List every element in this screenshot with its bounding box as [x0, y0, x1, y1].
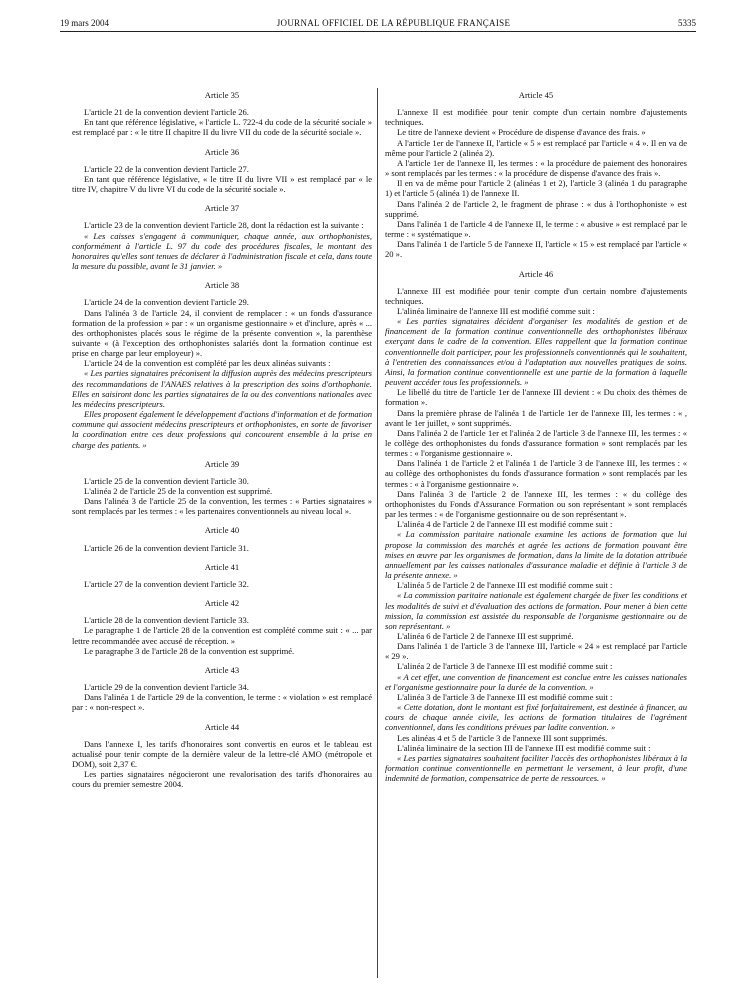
page-number: 5335 — [678, 18, 696, 28]
paragraph: L'article 28 de la convention devient l'article 33. — [84, 615, 249, 626]
article-heading: Article 37 — [204, 203, 240, 214]
paragraph: Dans l'alinéa 3 de l'article 25 de la convention, les termes : « Parties signataires » sont remplacés par les termes : « les partenaires conventionnels au niveau local ». — [72, 496, 372, 517]
paragraph: Dans l'alinéa 2 de l'article 1er et l'alinéa 2 de l'article 3 de l'annexe III, les termes : « le collège des orthophonistes du fonds d'assurance formation » sont remplacés par les termes : « l'organisme gestionnaire ». — [385, 427, 687, 459]
paragraph: Dans l'alinéa 1 de l'article 29 de la convention, le terme : « violation » est remplacé par : « non-respect ». — [72, 692, 372, 713]
paragraph: L'alinéa 4 de l'article 2 de l'annexe III est modifié comme suit : — [397, 519, 613, 530]
paragraph: Dans l'annexe I, les tarifs d'honoraires sont convertis en euros et le tableau est actualisé pour tenir compte de la dernière valeur de la lettre-clé AMO (métropole et DOM), soit 2,37 €. — [72, 738, 372, 769]
journal-title: JOURNAL OFFICIEL DE LA RÉPUBLIQUE FRANÇAISE — [276, 18, 511, 28]
paragraph: Dans l'alinéa 3 de l'article 2 de l'annexe III, les termes : « du collège des orthophonistes du Fonds d'Assurance Formation ou son représentant » sont remplacés par les termes : « de l'organisme gestionnaire ou de son représentant ». — [385, 488, 687, 520]
paragraph: En tant que référence législative, « l'article L. 722-4 du code de la sécurité sociale » est remplacé par : « le titre II chapitre II du livre VII du code de la sécurité sociale ». — [72, 117, 372, 138]
left-column — [72, 90, 372, 789]
paragraph: L'alinéa 5 de l'article 2 de l'annexe III est modifié comme suit : — [397, 580, 613, 591]
quoted-paragraph: Elles proposent également le développement d'actions d'information et de formation commune qui associent médecins prescripteurs et orthophonistes, en sorte de favoriser la coordination entre ces deux professions qui concourent ensemble à la prise en charge des patients. » — [72, 409, 372, 450]
column-divider — [377, 88, 378, 978]
paragraph: L'article 23 de la convention devient l'article 28, dont la rédaction est la suivante : — [84, 220, 364, 231]
paragraph: L'article 26 de la convention devient l'article 31. — [84, 542, 249, 553]
paragraph: L'article 25 de la convention devient l'article 30. — [84, 475, 249, 486]
paragraph: Dans l'alinéa 2 de l'article 2, le fragment de phrase : « dus à l'orthophoniste » est supprimé. — [385, 198, 687, 219]
paragraph: Dans l'alinéa 1 de l'article 4 de l'annexe II, le terme : « abusive » est remplacé par le terme : « systématique ». — [385, 218, 687, 240]
page-header — [60, 16, 696, 30]
quoted-paragraph: « Les parties signataires décident d'organiser les modalités de gestion et de financement de la formation continue conventionnelle des orthophonistes libéraux exerçant dans le cadre de la convention. Elles rappellent que la formation continue conventionnelle doit participer, pour les professionnels conventionnés qui le souhaitent, à l'entretien des connaissances et/ou à l'adaptation aux nouvelles pratiques de soins. Ainsi, la formation continue conventionnelle est une partie de la formation à laquelle peuvent accéder tous les professionnels. » — [385, 316, 687, 388]
right-column — [385, 90, 687, 783]
paragraph: Dans l'alinéa 3 de l'article 24, il convient de remplacer : « un fonds d'assurance formation de la profession » par : « un organisme gestionnaire » et d'inclure, après « ... des orthophonistes placés sous le régime de la présente convention », la parenthèse suivante « (à l'exception des orthophonistes salariés dont la formation continue est prise en charge par leur employeur) ». — [72, 307, 372, 359]
quoted-paragraph: « La commission paritaire nationale examine les actions de formation que lui propose la commission des marchés et agrée les actions de formation pouvant être mises en œuvre par les organismes de formation, dans la limite de la dotation attribuée annuellement par les caisses nationales d'assurance maladie et définie à l'article 3 de la présente annexe. » — [385, 529, 687, 581]
article-heading: Article 39 — [204, 458, 240, 469]
paragraph: L'article 22 de la convention devient l'article 27. — [84, 163, 249, 174]
paragraph: L'annexe II est modifiée pour tenir compte d'un certain nombre d'ajustements techniques. — [385, 107, 687, 128]
paragraph: Le titre de l'annexe devient « Procédure de dispense d'avance des frais. » — [397, 127, 646, 138]
paragraph: L'article 24 de la convention devient l'article 29. — [84, 297, 249, 308]
paragraph: Dans la première phrase de l'alinéa 1 de l'article 1er de l'annexe III, les termes : « , avant le 1er juillet, » sont supprimés. — [385, 407, 687, 428]
paragraph: L'alinéa liminaire de la section III de l'annexe III est modifié comme suit : — [397, 742, 651, 753]
article-heading: Article 36 — [204, 146, 240, 157]
paragraph: L'article 27 de la convention devient l'article 32. — [84, 578, 249, 589]
paragraph: Les alinéas 4 et 5 de l'article 3 de l'annexe III sont supprimés. — [397, 732, 608, 743]
paragraph: L'alinéa 3 de l'article 3 de l'annexe III est modifié comme suit : — [397, 691, 613, 702]
paragraph: Le paragraphe 1 de l'article 28 de la convention est complété comme suit : « ... par lettre recommandée avec accusé de réception. » — [72, 625, 372, 646]
paragraph: L'article 29 de la convention devient l'article 34. — [84, 682, 249, 693]
paragraph: Dans l'alinéa 1 de l'article 3 de l'annexe III, l'article « 24 » est remplacé par l'article « 29 ». — [385, 641, 687, 662]
paragraph: L'alinéa 2 de l'article 25 de la convention est supprimé. — [84, 486, 273, 496]
paragraph: L'alinéa 6 de l'article 2 de l'annexe III est supprimé. — [397, 630, 574, 641]
quoted-paragraph: « La commission paritaire nationale est également chargée de fixer les conditions et les modalités de suivi et d'évaluation des actions de formation. Pour mener à bien cette mission, la commission est assistée du responsable de l'organisme gestionnaire ou de son représentant. » — [385, 590, 687, 631]
article-heading: Article 38 — [204, 280, 240, 291]
paragraph: A l'article 1er de l'annexe II, l'article « 5 » est remplacé par l'article « 4 ». Il en va de même pour l'article 2 (alinéa 2). — [385, 137, 687, 158]
quoted-paragraph: « Les caisses s'engagent à communiquer, chaque année, aux orthophonistes, conformément à l'article L. 97 du code des procédures fiscales, le montant des honoraires qu'elles sont tenues de déclarer à l'administration fiscale et cela, dans toute la mesure du possible, avant le 31 janvier. » — [72, 230, 372, 272]
quoted-paragraph: « Les parties signataires souhaitent faciliter l'accès des orthophonistes libéraux à la formation continue conventionnelle en permettant le versement, à leur profit, d'une indemnité de formation, compensatrice de perte de ressources. » — [385, 752, 687, 784]
header-rule — [60, 31, 696, 32]
paragraph: En tant que référence législative, « le titre II du livre VII » est remplacé par « le titre IV, chapitre V du livre VI du code de la sécurité sociale ». — [72, 173, 372, 195]
article-heading: Article 44 — [204, 721, 240, 732]
article-heading: Article 42 — [204, 598, 240, 609]
quoted-paragraph: « A cet effet, une convention de financement est conclue entre les caisses nationales et l'organisme gestionnaire pour la durée de la convention. » — [385, 671, 687, 692]
article-heading: Article 41 — [204, 561, 240, 572]
quoted-paragraph: « Cette dotation, dont le montant est fixé forfaitairement, est destinée à financer, au cours de chaque année civile, les actions de formation titulaires de l'agrément conventionnel, dans les conditions prévues par ladite convention. » — [385, 702, 687, 733]
article-heading: Article 45 — [518, 90, 554, 100]
header-date: 19 mars 2004 — [60, 18, 109, 28]
paragraph: A l'article 1er de l'annexe II, les termes : « la procédure de paiement des honoraires » sont remplacés par les termes : « la procédure de dispense d'avance des frais ». — [385, 157, 687, 179]
paragraph: Le paragraphe 3 de l'article 28 de la convention est supprimé. — [84, 645, 295, 656]
article-heading: Article 43 — [204, 664, 240, 675]
paragraph: Dans l'alinéa 1 de l'article 2 et l'alinéa 1 de l'article 3 de l'annexe III, les termes : « au collège des orthophonistes du fonds d'assurance formation » sont remplacés par les termes : « à l'organisme gestionnaire ». — [385, 458, 687, 489]
paragraph: Dans l'alinéa 1 de l'article 5 de l'annexe II, l'article « 15 » est remplacé par l'article « 20 ». — [385, 239, 687, 260]
paragraph: L'annexe III est modifiée pour tenir compte d'un certain nombre d'ajustements techniques. — [385, 285, 687, 306]
article-heading: Article 46 — [518, 268, 554, 279]
paragraph: L'alinéa 2 de l'article 3 de l'annexe III est modifié comme suit : — [397, 661, 613, 672]
quoted-paragraph: « Les parties signataires préconisent la diffusion auprès des médecins prescripteurs des recommandations de l'ANAES relatives à la prescription des soins d'orthophonie. Elles en saisiront donc les parties signataires de la ou des conventions nationales avec les médecins prescripteurs. — [72, 368, 372, 409]
paragraph: L'alinéa liminaire de l'annexe III est modifié comme suit : — [397, 305, 595, 316]
article-heading: Article 40 — [204, 525, 240, 536]
paragraph: Le libellé du titre de l'article 1er de l'annexe III devient : « Du choix des thèmes de formation ». — [385, 387, 687, 408]
article-heading: Article 35 — [204, 90, 240, 100]
paragraph: Les parties signataires négocieront une revalorisation des tarifs d'honoraires au cours du premier semestre 2004. — [72, 769, 372, 790]
paragraph: L'article 24 de la convention est complété par les deux alinéas suivants : — [84, 358, 331, 369]
paragraph: L'article 21 de la convention devient l'article 26. — [84, 107, 249, 118]
paragraph: Il en va de même pour l'article 2 (alinéas 1 et 2), l'article 3 (alinéa 1 du paragraphe 1) et l'article 5 (alinéa 1) de l'annexe II. — [385, 178, 687, 199]
